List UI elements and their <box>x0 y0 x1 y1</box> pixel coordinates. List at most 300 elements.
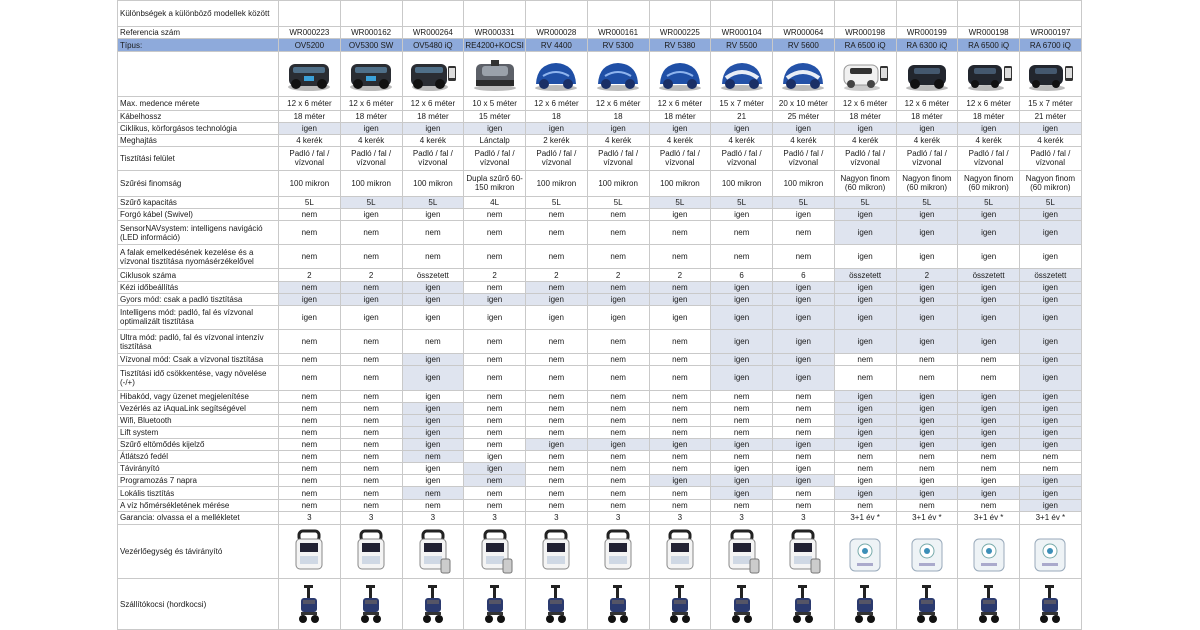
feature-value-cell: igen <box>773 208 835 220</box>
feature-value-cell: nem <box>958 451 1020 463</box>
feature-value-cell: Padló / fal / vízvonal <box>834 147 896 170</box>
feature-row <box>118 245 1082 269</box>
row-label: Referencia szám <box>118 27 279 39</box>
feature-value-cell: igen <box>402 475 464 487</box>
feature-row <box>118 135 1082 147</box>
feature-value-cell: 3+1 év * <box>896 511 958 524</box>
feature-value-cell: igen <box>958 475 1020 487</box>
feature-value-cell: 3 <box>464 511 526 524</box>
feature-value-cell: igen <box>649 305 711 329</box>
feature-value-cell: igen <box>958 390 1020 402</box>
feature-value-cell: nem <box>773 487 835 499</box>
feature-value-cell: nem <box>1020 451 1082 463</box>
feature-value-cell: nem <box>587 208 649 220</box>
feature-value-cell: igen <box>773 293 835 305</box>
caddy-cart-icon <box>851 584 879 624</box>
feature-value-cell: igen <box>1020 245 1082 269</box>
feature-value-cell: nem <box>773 414 835 426</box>
row-label: Vezérlés az iAquaLink segítségével <box>118 402 279 414</box>
cart-photo-cell <box>896 579 958 630</box>
feature-value-cell: nem <box>834 499 896 511</box>
feature-value-cell: nem <box>526 463 588 475</box>
type-row <box>118 39 1082 52</box>
cart-photo-cell <box>834 579 896 630</box>
feature-row <box>118 463 1082 475</box>
feature-value-cell: nem <box>402 451 464 463</box>
feature-value-cell: 2 <box>526 269 588 281</box>
feature-value-cell: igen <box>587 293 649 305</box>
feature-value-cell: igen <box>711 354 773 366</box>
feature-value-cell: 100 mikron <box>587 170 649 196</box>
feature-value-cell: 5L <box>649 196 711 208</box>
feature-row <box>118 499 1082 511</box>
feature-value-cell: Padló / fal / vízvonal <box>711 147 773 170</box>
feature-value-cell: igen <box>1020 487 1082 499</box>
cart-photo-cell <box>958 579 1020 630</box>
feature-value-cell: igen <box>464 305 526 329</box>
feature-value-cell: igen <box>1020 390 1082 402</box>
feature-value-cell: nem <box>464 426 526 438</box>
feature-value-cell: nem <box>279 221 341 245</box>
control-unit-icon <box>538 529 574 575</box>
empty-cell <box>773 1 835 27</box>
feature-value-cell: igen <box>402 354 464 366</box>
feature-value-cell: 3 <box>711 511 773 524</box>
caddy-cart-icon <box>419 584 447 624</box>
feature-value-cell: Padló / fal / vízvonal <box>279 147 341 170</box>
feature-value-cell: nem <box>340 463 402 475</box>
feature-value-cell: 5L <box>1020 196 1082 208</box>
feature-value-cell: nem <box>587 451 649 463</box>
reference-row <box>118 27 1082 39</box>
feature-value-cell: 12 x 6 méter <box>279 96 341 110</box>
robot-image-row <box>118 52 1082 96</box>
empty-cell <box>834 1 896 27</box>
feature-value-cell: 12 x 6 méter <box>896 96 958 110</box>
feature-value-cell: nem <box>587 354 649 366</box>
feature-row <box>118 305 1082 329</box>
empty-cell <box>340 1 402 27</box>
feature-row <box>118 123 1082 135</box>
control-unit-icon <box>353 529 389 575</box>
feature-value-cell: nem <box>279 499 341 511</box>
controller-photo-cell <box>773 524 835 579</box>
feature-value-cell: nem <box>587 281 649 293</box>
feature-value-cell: nem <box>526 281 588 293</box>
feature-value-cell: igen <box>1020 426 1082 438</box>
feature-value-cell: nem <box>587 245 649 269</box>
caddy-cart-icon <box>357 584 385 624</box>
row-label: SensorNAVsystem: intelligens navigáció (LED információ) <box>118 221 279 245</box>
feature-value-cell: 6 <box>711 269 773 281</box>
feature-value-cell: igen <box>711 293 773 305</box>
feature-value-cell: 18 méter <box>649 111 711 123</box>
feature-value-cell: igen <box>279 123 341 135</box>
reference-cell: WR000197 <box>1020 27 1082 39</box>
row-label: Átlátszó fedél <box>118 451 279 463</box>
feature-value-cell: nem <box>526 330 588 354</box>
feature-value-cell: igen <box>649 475 711 487</box>
feature-value-cell: nem <box>649 414 711 426</box>
feature-value-cell: 3+1 év * <box>834 511 896 524</box>
feature-value-cell: igen <box>464 293 526 305</box>
feature-value-cell: nem <box>834 463 896 475</box>
feature-value-cell: igen <box>711 366 773 390</box>
feature-value-cell: nem <box>279 245 341 269</box>
caddy-cart-icon <box>666 584 694 624</box>
feature-value-cell: igen <box>1020 330 1082 354</box>
feature-value-cell: nem <box>340 402 402 414</box>
feature-value-cell: igen <box>587 123 649 135</box>
feature-value-cell: Padló / fal / vízvonal <box>526 147 588 170</box>
feature-value-cell: nem <box>896 366 958 390</box>
control-unit-icon <box>291 529 327 575</box>
feature-value-cell: nem <box>464 221 526 245</box>
feature-value-cell: igen <box>834 487 896 499</box>
type-cell: RV 5380 <box>649 39 711 52</box>
feature-row <box>118 208 1082 220</box>
feature-value-cell: nem <box>1020 463 1082 475</box>
feature-value-cell: nem <box>649 354 711 366</box>
feature-value-cell: 18 <box>587 111 649 123</box>
row-label: Szállítókocsi (hordkocsi) <box>118 579 279 630</box>
cart-photo-cell <box>279 579 341 630</box>
feature-value-cell: Padló / fal / vízvonal <box>464 147 526 170</box>
reference-cell: WR000104 <box>711 27 773 39</box>
feature-value-cell: 5L <box>526 196 588 208</box>
row-label: Távirányító <box>118 463 279 475</box>
pool-robot-icon <box>778 56 828 92</box>
feature-value-cell: nem <box>773 426 835 438</box>
feature-value-cell: igen <box>711 439 773 451</box>
feature-value-cell: nem <box>958 463 1020 475</box>
reference-cell: WR000162 <box>340 27 402 39</box>
controller-photo-cell <box>340 524 402 579</box>
robot-photo-cell <box>587 52 649 96</box>
feature-value-cell: igen <box>834 439 896 451</box>
feature-value-cell: nem <box>649 487 711 499</box>
pool-robot-icon <box>964 56 1014 92</box>
feature-value-cell: nem <box>464 414 526 426</box>
caddy-cart-icon <box>481 584 509 624</box>
feature-value-cell: igen <box>402 293 464 305</box>
feature-value-cell: igen <box>526 123 588 135</box>
row-label: A falak emelkedésének kezelése és a vízvonal tisztítása nyomásérzékelővel <box>118 245 279 269</box>
feature-value-cell: Padló / fal / vízvonal <box>773 147 835 170</box>
reference-cell: WR000161 <box>587 27 649 39</box>
feature-value-cell: 25 méter <box>773 111 835 123</box>
feature-value-cell: igen <box>279 305 341 329</box>
feature-value-cell: igen <box>773 439 835 451</box>
feature-value-cell: Nagyon finom (60 mikron) <box>958 170 1020 196</box>
feature-value-cell: 12 x 6 méter <box>402 96 464 110</box>
feature-value-cell: igen <box>1020 499 1082 511</box>
feature-value-cell: igen <box>402 414 464 426</box>
feature-value-cell: 2 <box>279 269 341 281</box>
feature-value-cell: igen <box>711 463 773 475</box>
feature-row <box>118 366 1082 390</box>
row-label: Lift system <box>118 426 279 438</box>
feature-value-cell: nem <box>711 426 773 438</box>
feature-value-cell: nem <box>526 487 588 499</box>
feature-row <box>118 439 1082 451</box>
feature-value-cell: nem <box>711 402 773 414</box>
empty-cell <box>526 1 588 27</box>
feature-value-cell: igen <box>1020 414 1082 426</box>
feature-value-cell: nem <box>649 390 711 402</box>
reference-cell: WR000223 <box>279 27 341 39</box>
row-label: Intelligens mód: padló, fal és vízvonal optimalizált tisztítása <box>118 305 279 329</box>
feature-value-cell: nem <box>526 402 588 414</box>
pool-robot-icon <box>655 56 705 92</box>
feature-value-cell: Nagyon finom (60 mikron) <box>1020 170 1082 196</box>
empty-cell <box>649 1 711 27</box>
type-cell: OV5300 SW <box>340 39 402 52</box>
feature-value-cell: igen <box>279 293 341 305</box>
feature-value-cell: 100 mikron <box>711 170 773 196</box>
feature-row <box>118 354 1082 366</box>
feature-value-cell: nem <box>464 245 526 269</box>
row-label: Meghajtás <box>118 135 279 147</box>
feature-value-cell: igen <box>834 426 896 438</box>
feature-value-cell: 3 <box>526 511 588 524</box>
feature-row <box>118 111 1082 123</box>
controller-photo-cell <box>834 524 896 579</box>
feature-value-cell: nem <box>402 221 464 245</box>
feature-value-cell: nem <box>587 402 649 414</box>
feature-value-cell: 3 <box>649 511 711 524</box>
feature-value-cell: nem <box>834 366 896 390</box>
feature-value-cell: nem <box>773 451 835 463</box>
row-label: Vezérlőegység és távirányító <box>118 524 279 579</box>
type-cell: RV 5300 <box>587 39 649 52</box>
type-cell: RA 6500 iQ <box>834 39 896 52</box>
feature-value-cell: nem <box>464 354 526 366</box>
feature-value-cell: nem <box>279 439 341 451</box>
feature-value-cell: nem <box>402 245 464 269</box>
reference-cell: WR000264 <box>402 27 464 39</box>
feature-value-cell: igen <box>711 123 773 135</box>
feature-value-cell: 2 <box>896 269 958 281</box>
feature-value-cell: igen <box>773 330 835 354</box>
feature-value-cell: 10 x 5 méter <box>464 96 526 110</box>
feature-value-cell: 12 x 6 méter <box>649 96 711 110</box>
feature-value-cell: nem <box>773 499 835 511</box>
robot-photo-cell <box>958 52 1020 96</box>
feature-value-cell: 21 méter <box>1020 111 1082 123</box>
feature-value-cell: igen <box>773 123 835 135</box>
feature-value-cell: igen <box>958 402 1020 414</box>
feature-value-cell: nem <box>340 366 402 390</box>
feature-row <box>118 196 1082 208</box>
control-unit-icon <box>724 529 760 575</box>
feature-value-cell: igen <box>958 426 1020 438</box>
row-label: Kábelhossz <box>118 111 279 123</box>
row-label: Garancia: olvassa el a mellékletet <box>118 511 279 524</box>
feature-value-cell: igen <box>464 451 526 463</box>
type-cell: RE4200+KOCSI <box>464 39 526 52</box>
feature-value-cell: igen <box>711 487 773 499</box>
feature-value-cell: 2 <box>587 269 649 281</box>
feature-value-cell: nem <box>526 475 588 487</box>
caddy-cart-icon <box>728 584 756 624</box>
robot-photo-cell <box>1020 52 1082 96</box>
control-unit-icon <box>847 529 883 575</box>
row-label: Szűrő kapacitás <box>118 196 279 208</box>
feature-row <box>118 487 1082 499</box>
pool-robot-icon <box>593 56 643 92</box>
feature-value-cell: összetett <box>958 269 1020 281</box>
feature-value-cell: nem <box>587 487 649 499</box>
robot-photo-cell <box>834 52 896 96</box>
cart-photo-cell <box>587 579 649 630</box>
feature-value-cell: nem <box>773 402 835 414</box>
feature-value-cell: nem <box>464 402 526 414</box>
feature-value-cell: igen <box>834 293 896 305</box>
feature-value-cell: igen <box>402 463 464 475</box>
feature-value-cell: 18 méter <box>279 111 341 123</box>
control-unit-icon <box>909 529 945 575</box>
control-unit-icon <box>415 529 451 575</box>
feature-value-cell: nem <box>340 330 402 354</box>
empty-cell <box>587 1 649 27</box>
feature-value-cell: igen <box>773 366 835 390</box>
feature-value-cell: igen <box>402 305 464 329</box>
feature-value-cell: nem <box>587 390 649 402</box>
feature-value-cell: nem <box>402 330 464 354</box>
feature-value-cell: nem <box>279 426 341 438</box>
feature-value-cell: 100 mikron <box>340 170 402 196</box>
pool-robot-icon <box>346 56 396 92</box>
feature-value-cell: nem <box>279 414 341 426</box>
pool-robot-icon <box>717 56 767 92</box>
pool-robot-icon <box>284 56 334 92</box>
feature-value-cell: igen <box>958 414 1020 426</box>
feature-value-cell: nem <box>279 451 341 463</box>
feature-value-cell: igen <box>402 123 464 135</box>
feature-value-cell: igen <box>896 414 958 426</box>
feature-value-cell: 100 mikron <box>773 170 835 196</box>
feature-value-cell: 4 kerék <box>587 135 649 147</box>
feature-value-cell: 5L <box>834 196 896 208</box>
type-cell: RA 6700 iQ <box>1020 39 1082 52</box>
feature-value-cell: nem <box>649 451 711 463</box>
feature-value-cell: nem <box>279 281 341 293</box>
controller-photo-cell <box>526 524 588 579</box>
row-label: Max. medence mérete <box>118 96 279 110</box>
caddy-cart-icon <box>542 584 570 624</box>
feature-value-cell: nem <box>340 426 402 438</box>
feature-value-cell: nem <box>587 221 649 245</box>
feature-value-cell: nem <box>649 221 711 245</box>
feature-value-cell: 15 méter <box>464 111 526 123</box>
feature-value-cell: nem <box>711 390 773 402</box>
feature-value-cell: nem <box>587 366 649 390</box>
feature-value-cell: igen <box>958 487 1020 499</box>
feature-value-cell: igen <box>340 208 402 220</box>
feature-value-cell: nem <box>526 426 588 438</box>
feature-value-cell: 4 kerék <box>340 135 402 147</box>
feature-value-cell: igen <box>340 293 402 305</box>
cart-photo-cell <box>649 579 711 630</box>
cart-photo-cell <box>526 579 588 630</box>
feature-value-cell: nem <box>649 499 711 511</box>
feature-value-cell: nem <box>340 414 402 426</box>
feature-value-cell: nem <box>464 390 526 402</box>
feature-value-cell: nem <box>340 487 402 499</box>
robot-photo-cell <box>711 52 773 96</box>
feature-value-cell: nem <box>587 414 649 426</box>
feature-value-cell: összetett <box>402 269 464 281</box>
feature-value-cell: igen <box>1020 293 1082 305</box>
feature-value-cell: igen <box>649 439 711 451</box>
row-label: Forgó kábel (Swivel) <box>118 208 279 220</box>
feature-row <box>118 147 1082 170</box>
feature-value-cell: nem <box>649 330 711 354</box>
feature-value-cell: 3 <box>402 511 464 524</box>
feature-value-cell: igen <box>834 414 896 426</box>
feature-value-cell: 4 kerék <box>773 135 835 147</box>
cart-photo-cell <box>773 579 835 630</box>
feature-value-cell: 6 <box>773 269 835 281</box>
feature-value-cell: 5L <box>340 196 402 208</box>
feature-value-cell: 5L <box>958 196 1020 208</box>
feature-value-cell: igen <box>896 330 958 354</box>
feature-value-cell: igen <box>896 293 958 305</box>
controller-photo-cell <box>464 524 526 579</box>
feature-row <box>118 390 1082 402</box>
feature-value-cell: nem <box>402 499 464 511</box>
feature-value-cell: igen <box>402 439 464 451</box>
row-label: Ultra mód: padló, fal és vízvonal intenzív tisztítása <box>118 330 279 354</box>
feature-value-cell: nem <box>896 354 958 366</box>
feature-value-cell: nem <box>834 354 896 366</box>
feature-value-cell: igen <box>1020 123 1082 135</box>
feature-value-cell: 18 méter <box>402 111 464 123</box>
row-label: Szűrési finomság <box>118 170 279 196</box>
feature-value-cell: összetett <box>834 269 896 281</box>
feature-value-cell: 4 kerék <box>649 135 711 147</box>
row-label: Programozás 7 napra <box>118 475 279 487</box>
feature-value-cell: igen <box>834 305 896 329</box>
feature-value-cell: nem <box>526 221 588 245</box>
comparison-table <box>117 0 1082 630</box>
feature-value-cell: nem <box>958 354 1020 366</box>
feature-value-cell: nem <box>402 487 464 499</box>
feature-value-cell: igen <box>711 281 773 293</box>
row-label: Wifi, Bluetooth <box>118 414 279 426</box>
cart-photo-cell <box>464 579 526 630</box>
feature-value-cell: 2 <box>464 269 526 281</box>
feature-value-cell: Padló / fal / vízvonal <box>896 147 958 170</box>
feature-value-cell: nem <box>279 487 341 499</box>
feature-value-cell: 4 kerék <box>896 135 958 147</box>
reference-cell: WR000199 <box>896 27 958 39</box>
feature-value-cell: igen <box>773 463 835 475</box>
feature-value-cell: 100 mikron <box>649 170 711 196</box>
feature-value-cell: 3+1 év * <box>1020 511 1082 524</box>
feature-value-cell: igen <box>402 366 464 390</box>
feature-value-cell: igen <box>773 475 835 487</box>
pool-robot-icon <box>470 56 520 92</box>
feature-value-cell: nem <box>649 366 711 390</box>
feature-value-cell: igen <box>1020 475 1082 487</box>
feature-value-cell: nem <box>279 330 341 354</box>
feature-value-cell: nem <box>464 366 526 390</box>
feature-value-cell: 15 x 7 méter <box>1020 96 1082 110</box>
feature-value-cell: nem <box>587 463 649 475</box>
feature-value-cell: nem <box>464 487 526 499</box>
